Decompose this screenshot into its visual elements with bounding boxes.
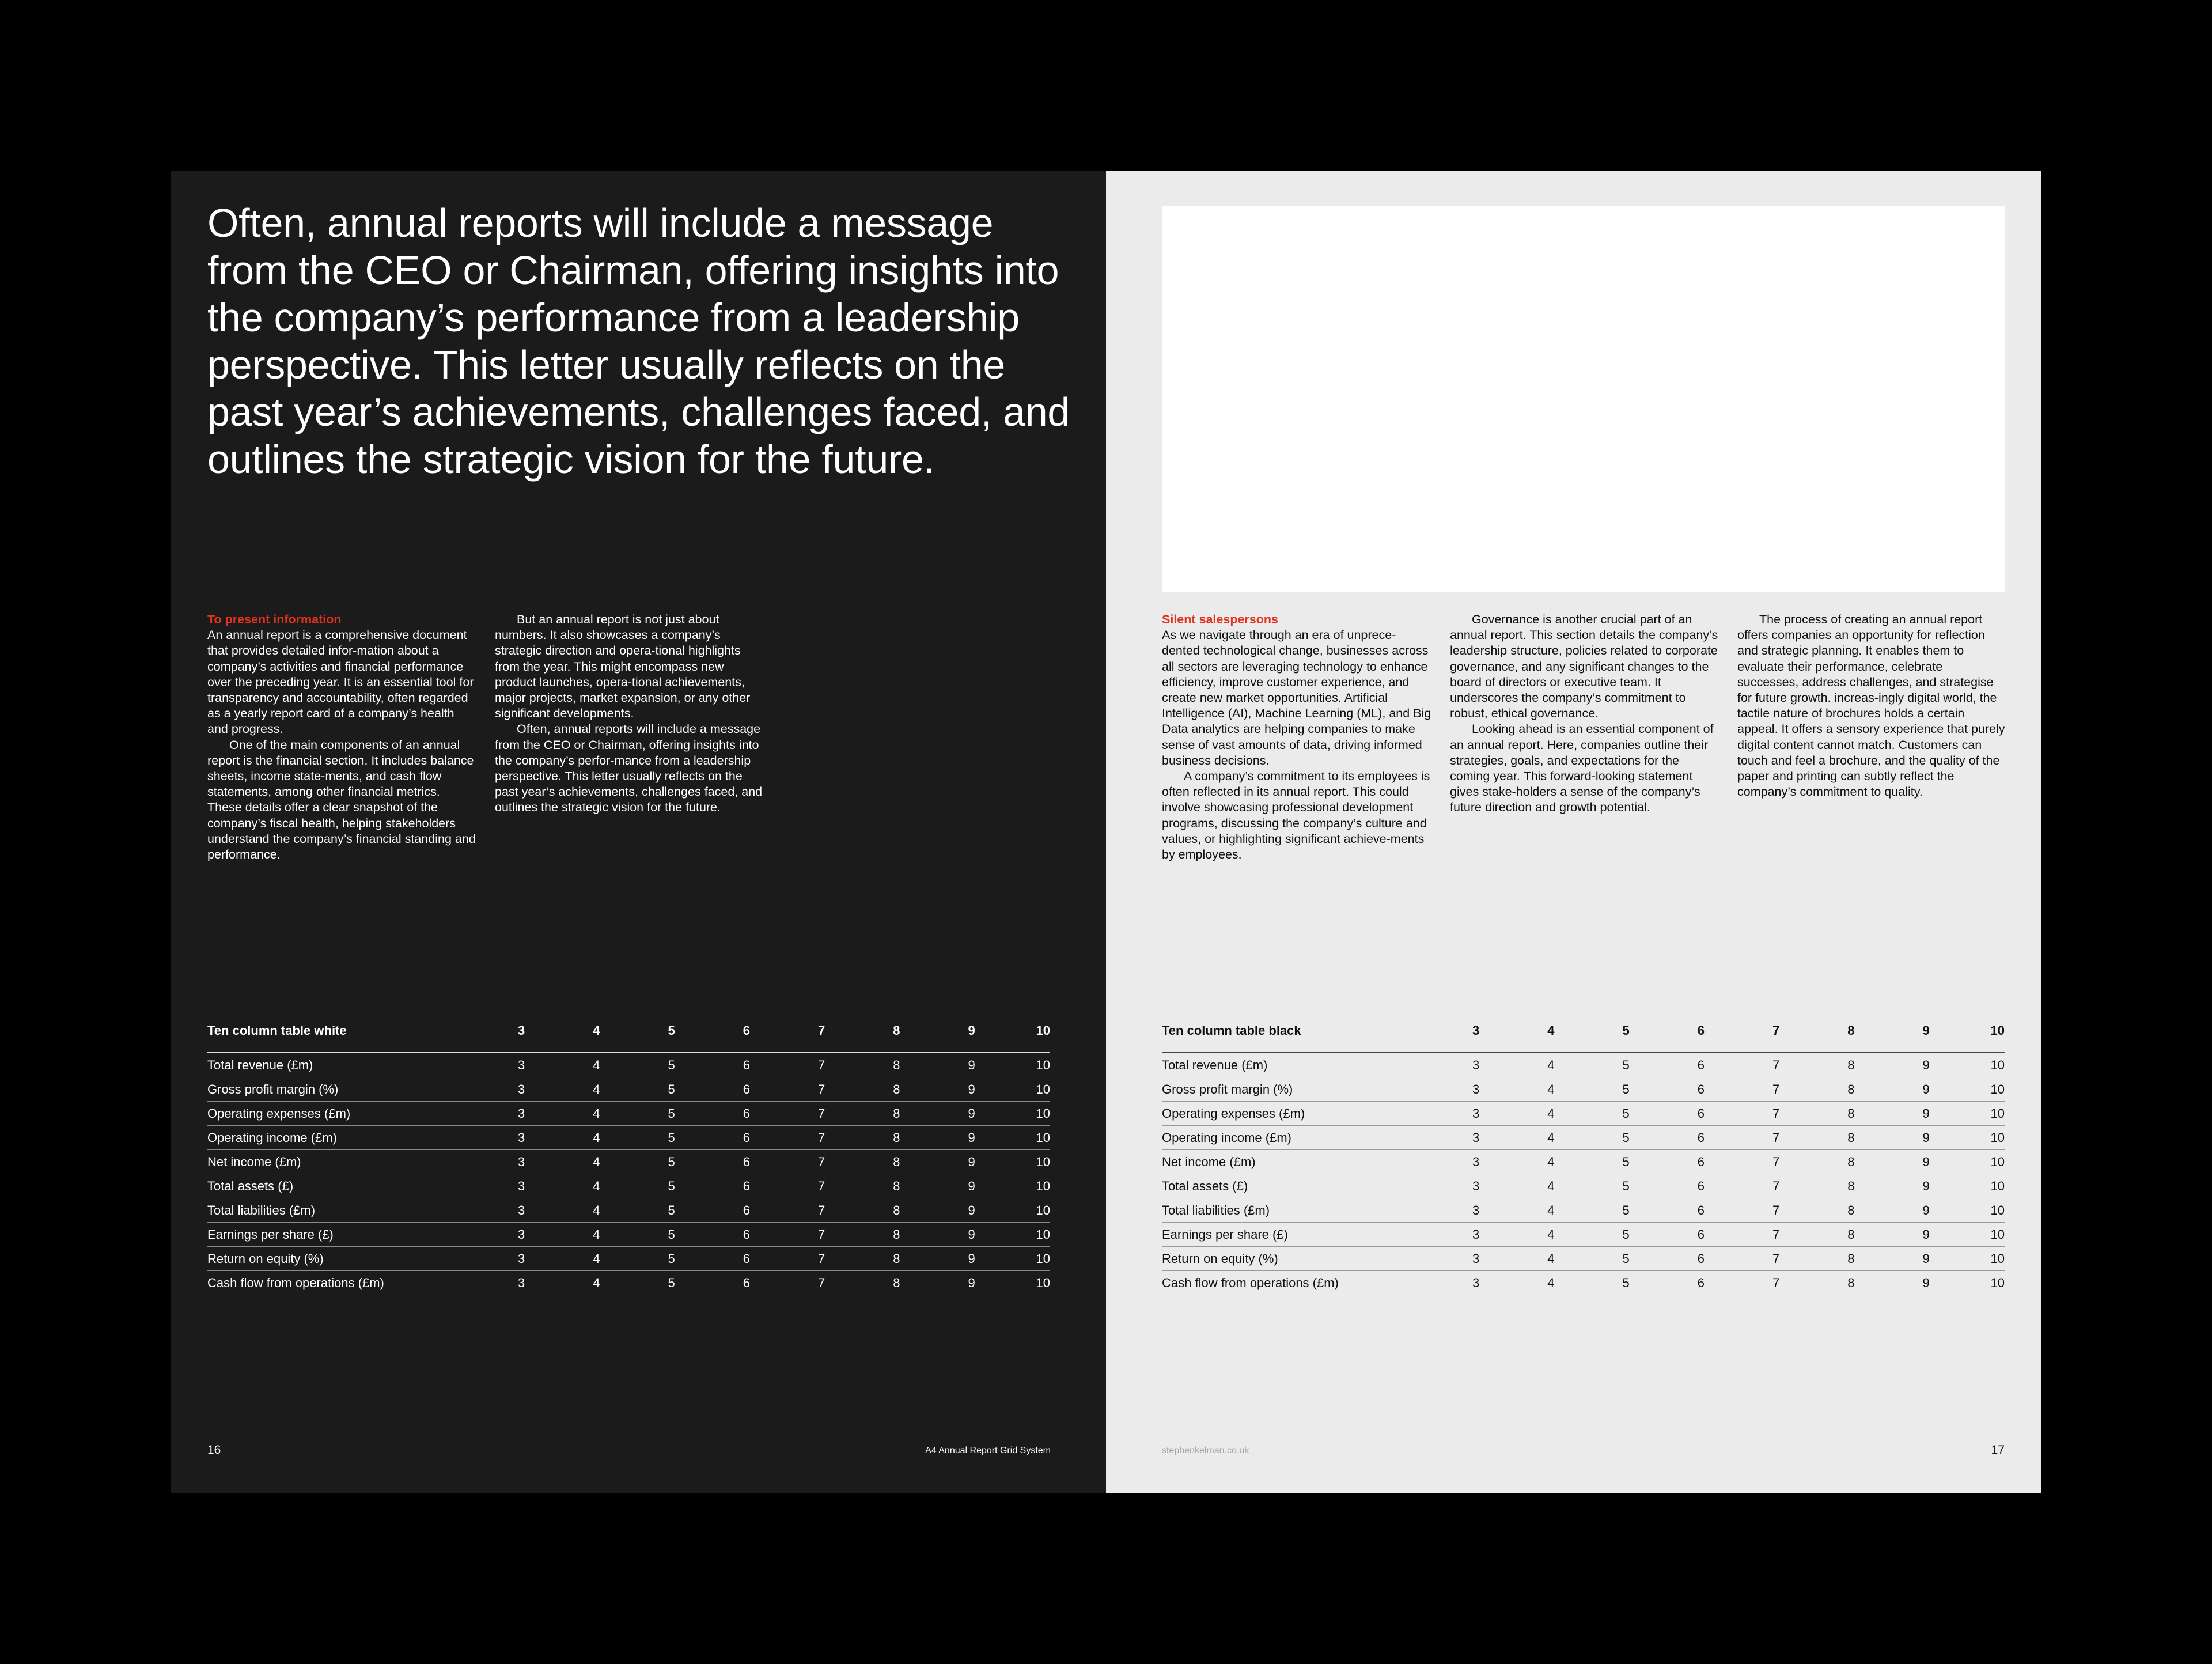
text-column-2 (1450, 612, 1719, 816)
table-row (207, 1247, 1050, 1271)
row-label: Earnings per share (£) (1162, 1223, 1404, 1247)
table-cell: 9 (900, 1174, 975, 1198)
table-row (1162, 1102, 2005, 1126)
table-cell: 5 (600, 1126, 675, 1150)
table-cell: 6 (675, 1198, 750, 1223)
table-cell: 3 (450, 1223, 525, 1247)
table-cell: 4 (1479, 1102, 1554, 1126)
table-cell: 3 (450, 1174, 525, 1198)
table-cell: 7 (750, 1126, 825, 1150)
table-row (207, 1198, 1050, 1223)
table-row (207, 1077, 1050, 1102)
table-cell: 4 (525, 1271, 600, 1295)
body-paragraph: Looking ahead is an essential component of an annual report. Here, companies outline their strategies, goals, and expectations for the coming year. This forward-looking statement gives stake-holders a sense of the company’s future direction and growth potential. (1450, 722, 1714, 815)
row-label: Operating expenses (£m) (1162, 1102, 1404, 1126)
table-cell: 10 (1930, 1174, 2005, 1198)
table-cell: 9 (1855, 1223, 1930, 1247)
row-label: Operating income (£m) (207, 1126, 450, 1150)
table-cell: 7 (750, 1247, 825, 1271)
table-cell: 7 (750, 1077, 825, 1102)
table-row (1162, 1150, 2005, 1174)
table-title: Ten column table black (1162, 1013, 1404, 1053)
table-cell: 10 (975, 1150, 1050, 1174)
ten-column-table-white (207, 1013, 1050, 1295)
table-row (207, 1102, 1050, 1126)
table-cell: 3 (450, 1150, 525, 1174)
table-cell: 5 (600, 1077, 675, 1102)
table-cell: 6 (675, 1223, 750, 1247)
table-cell: 6 (675, 1077, 750, 1102)
table-row (207, 1150, 1050, 1174)
row-label: Total liabilities (£m) (207, 1198, 450, 1223)
table-cell: 5 (600, 1150, 675, 1174)
row-label: Total assets (£) (207, 1174, 450, 1198)
table-row (207, 1174, 1050, 1198)
table-cell: 7 (750, 1053, 825, 1077)
table-cell: 4 (1479, 1247, 1554, 1271)
table-cell: 3 (1404, 1198, 1479, 1223)
table-cell: 8 (1779, 1174, 1854, 1198)
row-label: Operating income (£m) (1162, 1126, 1404, 1150)
table-row (1162, 1271, 2005, 1295)
row-label: Gross profit margin (%) (207, 1077, 450, 1102)
table-cell: 10 (975, 1223, 1050, 1247)
table-cell: 6 (1630, 1102, 1705, 1126)
row-label: Net income (£m) (207, 1150, 450, 1174)
table-cell: 4 (525, 1223, 600, 1247)
table-cell: 7 (1705, 1271, 1779, 1295)
table-cell: 8 (1779, 1150, 1854, 1174)
table-cell: 7 (1705, 1223, 1779, 1247)
column-header: 7 (750, 1013, 825, 1053)
table-cell: 8 (1779, 1247, 1854, 1271)
table-cell: 6 (1630, 1223, 1705, 1247)
table-cell: 5 (1555, 1126, 1630, 1150)
column-header: 7 (1705, 1013, 1779, 1053)
table-cell: 3 (450, 1053, 525, 1077)
table-cell: 6 (1630, 1053, 1705, 1077)
table-cell: 7 (1705, 1247, 1779, 1271)
body-paragraph: An annual report is a comprehensive document that provides detailed infor-mation about a company’s activities and financial performance over the preceding year. It is an essential tool for transparency and accountability, often regarded as a yearly report card of a company’s health and progress. (207, 628, 474, 736)
column-subhead: To present information (207, 612, 342, 626)
table-cell: 3 (450, 1102, 525, 1126)
table-cell: 5 (1555, 1174, 1630, 1198)
table-cell: 3 (450, 1198, 525, 1223)
table-cell: 6 (1630, 1271, 1705, 1295)
table-cell: 6 (675, 1271, 750, 1295)
table-cell: 3 (1404, 1271, 1479, 1295)
website-url: stephenkelman.co.uk (1162, 1446, 1249, 1455)
table-cell: 7 (750, 1198, 825, 1223)
table-row (207, 1126, 1050, 1150)
table-cell: 10 (1930, 1150, 2005, 1174)
table-cell: 8 (825, 1174, 900, 1198)
table-cell: 3 (1404, 1223, 1479, 1247)
row-label: Net income (£m) (1162, 1150, 1404, 1174)
column-header: 4 (525, 1013, 600, 1053)
column-header: 5 (1555, 1013, 1630, 1053)
table-cell: 8 (1779, 1198, 1854, 1223)
table-cell: 4 (525, 1077, 600, 1102)
body-paragraph: But an annual report is not just about numbers. It also showcases a company’s strategic direction and opera-tional highlights from the year. This might encompass new product launches, opera-tional achievements, major projects, market expansion, or any other significant developments. (495, 612, 751, 721)
table-cell: 10 (975, 1198, 1050, 1223)
table-row (207, 1053, 1050, 1077)
table-cell: 6 (675, 1174, 750, 1198)
table-cell: 6 (675, 1102, 750, 1126)
table-cell: 9 (900, 1077, 975, 1102)
table-row (1162, 1174, 2005, 1198)
table-cell: 7 (1705, 1126, 1779, 1150)
table-cell: 9 (1855, 1077, 1930, 1102)
body-paragraph: The process of creating an annual report offers companies an opportunity for reflection and strategic planning. It enables them to evaluate their performance, celebrate successes, address challenges, and strategise for future growth. increas-ingly digital world, the tactile nature of brochures holds a certain appeal. It offers a sensory experience that purely digital content cannot match. Customers can touch and feel a brochure, and the quality of the paper and printing can subtly reflect the company’s commitment to quality. (1737, 612, 2005, 799)
table-cell: 7 (750, 1102, 825, 1126)
table-cell: 3 (450, 1077, 525, 1102)
table-cell: 8 (825, 1150, 900, 1174)
table-cell: 6 (1630, 1198, 1705, 1223)
table-cell: 4 (1479, 1053, 1554, 1077)
table-cell: 8 (1779, 1126, 1854, 1150)
table-cell: 5 (600, 1271, 675, 1295)
table-cell: 6 (1630, 1247, 1705, 1271)
table-cell: 9 (900, 1271, 975, 1295)
column-header: 6 (1630, 1013, 1705, 1053)
column-header: 8 (825, 1013, 900, 1053)
row-label: Total revenue (£m) (1162, 1053, 1404, 1077)
table-cell: 8 (825, 1247, 900, 1271)
table-cell: 9 (900, 1198, 975, 1223)
table-cell: 10 (975, 1077, 1050, 1102)
table-cell: 10 (1930, 1247, 2005, 1271)
ten-column-table-black (1162, 1013, 2005, 1295)
row-label: Cash flow from operations (£m) (1162, 1271, 1404, 1295)
row-label: Return on equity (%) (207, 1247, 450, 1271)
table-cell: 9 (900, 1126, 975, 1150)
table-cell: 9 (1855, 1102, 1930, 1126)
table-cell: 6 (675, 1247, 750, 1271)
table-cell: 3 (1404, 1247, 1479, 1271)
table-cell: 7 (1705, 1102, 1779, 1126)
table-cell: 3 (450, 1271, 525, 1295)
table-cell: 5 (1555, 1271, 1630, 1295)
table-cell: 10 (1930, 1198, 2005, 1223)
table-cell: 5 (1555, 1077, 1630, 1102)
body-paragraph: Governance is another crucial part of an annual report. This section details the company’s leadership structure, policies related to corporate governance, and any significant changes to the board of directors or executive team. It underscores the company’s commitment to robust, ethical governance. (1450, 612, 1718, 721)
text-column-2 (495, 612, 764, 816)
table-cell: 8 (825, 1102, 900, 1126)
page-number: 16 (207, 1443, 221, 1457)
table-cell: 9 (900, 1053, 975, 1077)
table-cell: 9 (900, 1247, 975, 1271)
table-header-row (207, 1013, 1050, 1053)
table-cell: 4 (525, 1247, 600, 1271)
table-cell: 10 (975, 1174, 1050, 1198)
table-cell: 7 (750, 1150, 825, 1174)
table-cell: 4 (525, 1174, 600, 1198)
running-footer: A4 Annual Report Grid System (925, 1446, 1051, 1455)
table-cell: 5 (1555, 1247, 1630, 1271)
table-cell: 5 (1555, 1053, 1630, 1077)
row-label: Return on equity (%) (1162, 1247, 1404, 1271)
table-cell: 10 (975, 1247, 1050, 1271)
table-row (1162, 1126, 2005, 1150)
table-cell: 10 (975, 1053, 1050, 1077)
table-cell: 10 (1930, 1077, 2005, 1102)
table-cell: 3 (1404, 1102, 1479, 1126)
table-cell: 4 (1479, 1198, 1554, 1223)
table-cell: 9 (1855, 1174, 1930, 1198)
table-cell: 6 (1630, 1126, 1705, 1150)
table-cell: 10 (1930, 1126, 2005, 1150)
body-paragraph: One of the main components of an annual report is the financial section. It includes balance sheets, income state-ments, and cash flow statements, among other financial metrics. These details offer a clear snapshot of the company’s fiscal health, helping stakeholders understand the company’s financial standing and performance. (207, 738, 476, 862)
column-header: 6 (675, 1013, 750, 1053)
table-cell: 9 (900, 1223, 975, 1247)
text-column-1 (1162, 612, 1431, 863)
table-cell: 8 (1779, 1077, 1854, 1102)
table-cell: 4 (1479, 1077, 1554, 1102)
column-header: 9 (900, 1013, 975, 1053)
table-cell: 8 (825, 1126, 900, 1150)
table-cell: 8 (1779, 1223, 1854, 1247)
table-cell: 10 (975, 1271, 1050, 1295)
table-row (1162, 1247, 2005, 1271)
row-label: Earnings per share (£) (207, 1223, 450, 1247)
table-cell: 4 (1479, 1126, 1554, 1150)
table-cell: 10 (1930, 1223, 2005, 1247)
table-cell: 5 (600, 1102, 675, 1126)
table-cell: 10 (1930, 1053, 2005, 1077)
column-header: 4 (1479, 1013, 1554, 1053)
table-cell: 4 (1479, 1174, 1554, 1198)
table-cell: 7 (1705, 1077, 1779, 1102)
table-cell: 5 (600, 1053, 675, 1077)
table-cell: 10 (1930, 1102, 2005, 1126)
table-cell: 4 (525, 1102, 600, 1126)
body-paragraph: Often, annual reports will include a message from the CEO or Chairman, offering insights into the company’s perfor-mance from a leadership perspective. This letter usually reflects on the past year’s achievements, challenges faced, and outlines the strategic vision for the future. (495, 722, 763, 815)
table-row (1162, 1223, 2005, 1247)
table-cell: 9 (1855, 1198, 1930, 1223)
table-cell: 8 (825, 1223, 900, 1247)
text-column-1 (207, 612, 477, 863)
table-cell: 3 (1404, 1174, 1479, 1198)
table-row (1162, 1053, 2005, 1077)
table-cell: 4 (1479, 1223, 1554, 1247)
table-cell: 8 (825, 1271, 900, 1295)
row-label: Operating expenses (£m) (207, 1102, 450, 1126)
table-row (207, 1271, 1050, 1295)
column-header: 10 (1930, 1013, 2005, 1053)
table-cell: 5 (600, 1247, 675, 1271)
pull-quote-headline: Often, annual reports will include a message from the CEO or Chairman, offering insights into the company’s performance from a leadership perspective. This letter usually reflects on the past year’s achievements, challenges faced, and outlines the strategic vision for the future. (207, 201, 1070, 482)
table-cell: 4 (1479, 1150, 1554, 1174)
text-column-3 (1737, 612, 2007, 800)
table-cell: 9 (1855, 1053, 1930, 1077)
table-cell: 3 (1404, 1053, 1479, 1077)
table-cell: 3 (450, 1247, 525, 1271)
column-header: 9 (1855, 1013, 1930, 1053)
table-row (1162, 1077, 2005, 1102)
table-row (207, 1223, 1050, 1247)
table-cell: 5 (600, 1174, 675, 1198)
column-header: 5 (600, 1013, 675, 1053)
table-cell: 7 (750, 1271, 825, 1295)
table-cell: 5 (1555, 1102, 1630, 1126)
table-cell: 6 (675, 1126, 750, 1150)
table-header-row (1162, 1013, 2005, 1053)
table-cell: 8 (1779, 1271, 1854, 1295)
row-label: Total revenue (£m) (207, 1053, 450, 1077)
image-placeholder (1162, 206, 2005, 592)
table-cell: 7 (1705, 1150, 1779, 1174)
table-cell: 4 (525, 1198, 600, 1223)
table-cell: 9 (900, 1150, 975, 1174)
table-title: Ten column table white (207, 1013, 450, 1053)
table-cell: 4 (525, 1150, 600, 1174)
row-label: Gross profit margin (%) (1162, 1077, 1404, 1102)
table-cell: 9 (1855, 1271, 1930, 1295)
table-cell: 7 (1705, 1198, 1779, 1223)
table-cell: 6 (675, 1150, 750, 1174)
table-cell: 7 (750, 1223, 825, 1247)
table-cell: 5 (1555, 1198, 1630, 1223)
column-header: 10 (975, 1013, 1050, 1053)
table-row (1162, 1198, 2005, 1223)
page-number: 17 (1991, 1443, 2005, 1457)
table-cell: 7 (750, 1174, 825, 1198)
body-paragraph: A company’s commitment to its employees is often reflected in its annual report. This could involve showcasing professional development programs, discussing the company’s culture and values, or highlighting significant achieve-ments by employees. (1162, 769, 1430, 862)
table-cell: 3 (1404, 1126, 1479, 1150)
row-label: Total assets (£) (1162, 1174, 1404, 1198)
table-cell: 8 (825, 1053, 900, 1077)
right-page (1106, 171, 2041, 1493)
table-cell: 3 (450, 1126, 525, 1150)
body-paragraph: As we navigate through an era of unprece-dented technological change, businesses across all sectors are leveraging technology to enhance efficiency, improve customer experience, and create new market opportunities. Artificial Intelligence (AI), Machine Learning (ML), and Big Data analytics are helping companies to make sense of vast amounts of data, driving informed business decisions. (1162, 628, 1431, 767)
table-cell: 4 (525, 1126, 600, 1150)
table-cell: 6 (1630, 1077, 1705, 1102)
column-header: 3 (450, 1013, 525, 1053)
table-cell: 8 (1779, 1102, 1854, 1126)
column-subhead: Silent salespersons (1162, 612, 1278, 626)
table-cell: 4 (1479, 1271, 1554, 1295)
table-cell: 4 (525, 1053, 600, 1077)
column-header: 8 (1779, 1013, 1854, 1053)
table-cell: 10 (1930, 1271, 2005, 1295)
table-cell: 8 (825, 1198, 900, 1223)
table-cell: 7 (1705, 1174, 1779, 1198)
table-cell: 6 (675, 1053, 750, 1077)
table-cell: 6 (1630, 1150, 1705, 1174)
table-cell: 5 (1555, 1150, 1630, 1174)
table-cell: 9 (1855, 1126, 1930, 1150)
table-cell: 8 (1779, 1053, 1854, 1077)
table-cell: 7 (1705, 1053, 1779, 1077)
column-header: 3 (1404, 1013, 1479, 1053)
row-label: Cash flow from operations (£m) (207, 1271, 450, 1295)
row-label: Total liabilities (£m) (1162, 1198, 1404, 1223)
table-cell: 5 (600, 1198, 675, 1223)
table-cell: 3 (1404, 1150, 1479, 1174)
table-cell: 8 (825, 1077, 900, 1102)
table-cell: 5 (1555, 1223, 1630, 1247)
table-cell: 3 (1404, 1077, 1479, 1102)
table-cell: 9 (900, 1102, 975, 1126)
table-cell: 9 (1855, 1247, 1930, 1271)
table-cell: 5 (600, 1223, 675, 1247)
left-page (171, 171, 1106, 1493)
table-cell: 6 (1630, 1174, 1705, 1198)
table-cell: 10 (975, 1126, 1050, 1150)
table-cell: 10 (975, 1102, 1050, 1126)
table-cell: 9 (1855, 1150, 1930, 1174)
